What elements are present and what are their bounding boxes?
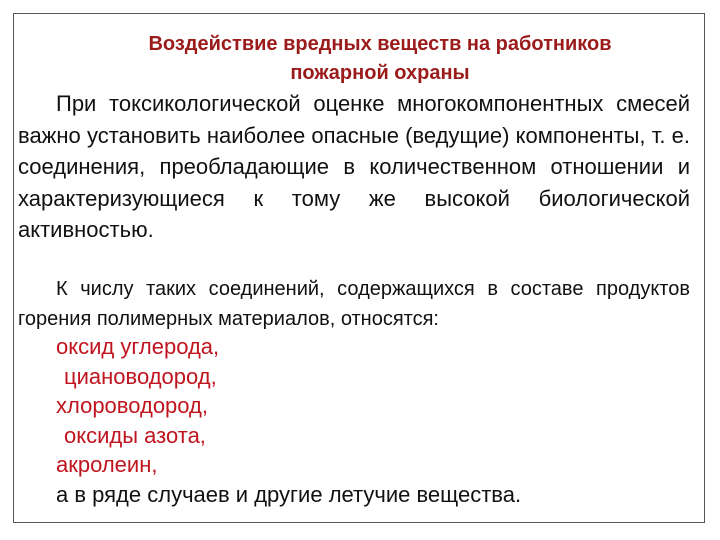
paragraph-compounds-intro: К числу таких соединений, содержащихся в составе продуктов горения полимерных материалов, относятся: xyxy=(18,278,690,330)
list-item-acrolein: акролеин, xyxy=(56,452,158,477)
list-item-nitrogen-oxides: оксиды азота, xyxy=(64,422,206,448)
list-item-hydrogen-cyanide: циановодород, xyxy=(64,363,217,389)
list-item-carbon-monoxide: оксид углерода, xyxy=(56,334,220,359)
list-item-other-volatiles: а в ряде случаев и другие летучие вещества. xyxy=(56,481,522,507)
title-line-2: пожарной охраны xyxy=(290,62,470,84)
list-item-hydrogen-chloride: хлороводород, xyxy=(56,393,208,418)
slide-title xyxy=(60,30,700,88)
title-line-1: Воздействие вредных веществ на работников xyxy=(148,33,612,55)
paragraph-toxicology: При токсикологической оценке многокомпонентных смесей важно установить наиболее опасные (ведущие) компоненты, т. е. соединения, преобладающие в количественном отношении и характеризующиеся к тому же высокой биологической активностью. xyxy=(18,91,690,242)
substance-list xyxy=(56,332,521,509)
